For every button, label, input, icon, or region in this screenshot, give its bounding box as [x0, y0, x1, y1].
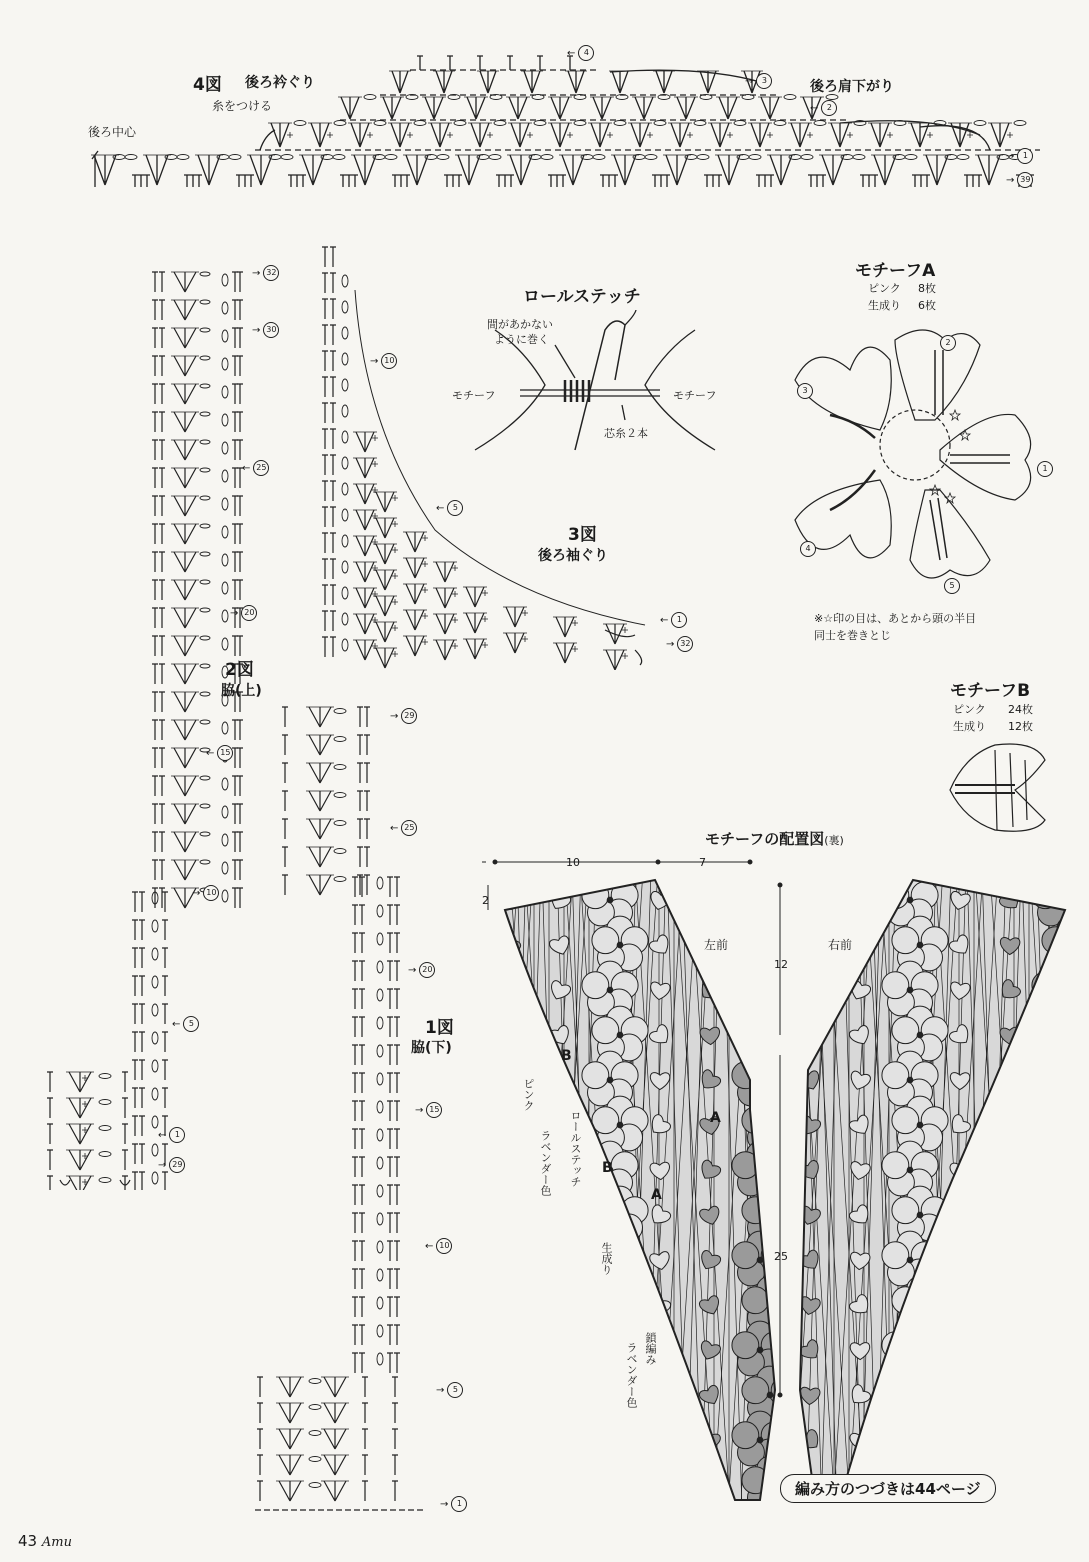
- motif-a-petal-3: 3: [797, 378, 813, 399]
- page-number: 43: [18, 1532, 38, 1550]
- motif-a-petal-5: 5: [944, 573, 960, 594]
- fig4-subtitle: 後ろ衿ぐり: [245, 75, 315, 91]
- fig1-subtitle: 脇(下): [411, 1040, 452, 1056]
- layout-dim-2: 2: [482, 894, 489, 907]
- fig1-row-29: → 29: [390, 708, 417, 724]
- fig2-subtitle: 脇(上): [221, 683, 262, 699]
- layout-note-roll-1: ロールステッチ: [569, 1110, 582, 1187]
- fig3-title: 3図: [568, 525, 597, 545]
- fig3-row-10: → 10: [370, 353, 397, 369]
- motif-b-count-2: 12枚: [1008, 720, 1033, 733]
- fig4-chart: [80, 35, 1040, 205]
- layout-note-pink: ピンク: [522, 1078, 535, 1111]
- fig2-row-20: → 20: [230, 605, 257, 621]
- layout-fronts: [495, 870, 1085, 1510]
- fig3-row-32: → 32: [666, 636, 693, 652]
- fig2-row-15: ← 15: [206, 745, 233, 761]
- layout-note-chain-1: 鎖編み: [644, 1332, 657, 1365]
- fig4-row-2: ← 2: [810, 100, 837, 116]
- page-footer: [18, 1532, 72, 1550]
- roll-stitch-illustration: [465, 310, 725, 460]
- layout-title: モチーフの配置図: [705, 830, 825, 848]
- fig3-subtitle: 後ろ袖ぐり: [538, 548, 608, 564]
- fig2-row-5: ← 5: [172, 1016, 199, 1032]
- layout-note-roll-2: ラベンダー色: [539, 1130, 552, 1196]
- roll-stitch-core-label: 芯糸２本: [604, 427, 648, 440]
- motif-a-count-2: 6枚: [918, 299, 936, 312]
- fig1-row-5: → 5: [436, 1382, 463, 1398]
- motif-a-color-1: ピンク: [868, 282, 901, 295]
- fig4-row-1: → 1: [1006, 148, 1033, 164]
- fig1-row-1: → 1: [440, 1496, 467, 1512]
- roll-stitch-title: ロールステッチ: [523, 287, 641, 307]
- layout-title-suffix: (裏): [824, 834, 844, 847]
- fig3-row-1: ← 1: [660, 612, 687, 628]
- layout-note-chain-2: ラベンダー色: [625, 1342, 638, 1408]
- motif-b-title: モチーフB: [950, 681, 1031, 701]
- layout-left-front: 左前: [704, 938, 729, 952]
- motif-b-chart: [935, 735, 1055, 835]
- fig4-title: 4図: [193, 75, 222, 95]
- fig2-chart: [40, 250, 250, 1190]
- layout-dim-7: 7: [699, 856, 706, 869]
- fig2-row-10: → 10: [192, 885, 219, 901]
- motif-b-color-1: ピンク: [953, 703, 986, 716]
- motif-b-count-1: 24枚: [1008, 703, 1033, 716]
- fig3-row-5: ← 5: [436, 500, 463, 516]
- layout-dim-10: 10: [566, 856, 580, 869]
- layout-right-front: 右前: [828, 938, 853, 952]
- fig2-row-1: ← 1: [158, 1127, 185, 1143]
- fig1-title: 1図: [425, 1018, 454, 1038]
- fig4-row-4: ← 4: [567, 45, 594, 61]
- motif-a-title: モチーフA: [855, 261, 936, 281]
- layout-label-a1: A: [710, 1110, 721, 1126]
- fig2-row-25: ← 25: [242, 460, 269, 476]
- motif-a-chart: [775, 320, 1060, 610]
- fig4-center-label: 後ろ中心: [88, 125, 137, 139]
- fig4-attach-note: 糸をつける: [212, 99, 273, 113]
- fig1-row-15: → 15: [415, 1102, 442, 1118]
- layout-label-b1: B: [561, 1048, 572, 1064]
- layout-title-group: [705, 828, 844, 849]
- layout-dim-12: 12: [774, 958, 788, 971]
- motif-a-petal-4: 4: [800, 536, 816, 557]
- motif-a-note-1: ※☆印の目は、あとから頭の半目: [814, 612, 977, 625]
- roll-stitch-note-1: 間があかない: [487, 318, 553, 331]
- fig2-title: 2図: [225, 660, 254, 680]
- motif-b-color-2: 生成り: [953, 720, 986, 733]
- fig4-row-3: → 3: [745, 73, 772, 89]
- fig1-row-20: → 20: [408, 962, 435, 978]
- motif-a-petal-1: 1: [1037, 456, 1053, 477]
- fig2-row-29: → 29: [158, 1157, 185, 1173]
- layout-label-a2: A: [651, 1187, 662, 1203]
- roll-stitch-note-2: ように巻く: [494, 333, 549, 346]
- layout-note-natural: 生成り: [600, 1242, 613, 1275]
- motif-a-count-1: 8枚: [918, 282, 936, 295]
- layout-label-b2: B: [602, 1160, 613, 1176]
- fig1-row-10: ← 10: [425, 1238, 452, 1254]
- motif-a-color-2: 生成り: [868, 299, 901, 312]
- continued-note: 編み方のつづきは44ページ: [780, 1474, 996, 1503]
- fig4-row-39: → 39: [1006, 172, 1033, 188]
- fig2-row-32: → 32: [252, 265, 279, 281]
- fig4-shoulder-label: 後ろ肩下がり: [810, 79, 894, 95]
- motif-a-petal-2: 2: [940, 330, 956, 351]
- roll-stitch-right-label: モチーフ: [673, 389, 717, 402]
- motif-a-note-2: 同士を巻きとじ: [814, 629, 891, 642]
- magazine-name: Amu: [41, 1535, 72, 1550]
- fig1-row-25: ← 25: [390, 820, 417, 836]
- roll-stitch-left-label: モチーフ: [452, 389, 496, 402]
- fig2-row-30: → 30: [252, 322, 279, 338]
- layout-dim-25: 25: [774, 1250, 788, 1263]
